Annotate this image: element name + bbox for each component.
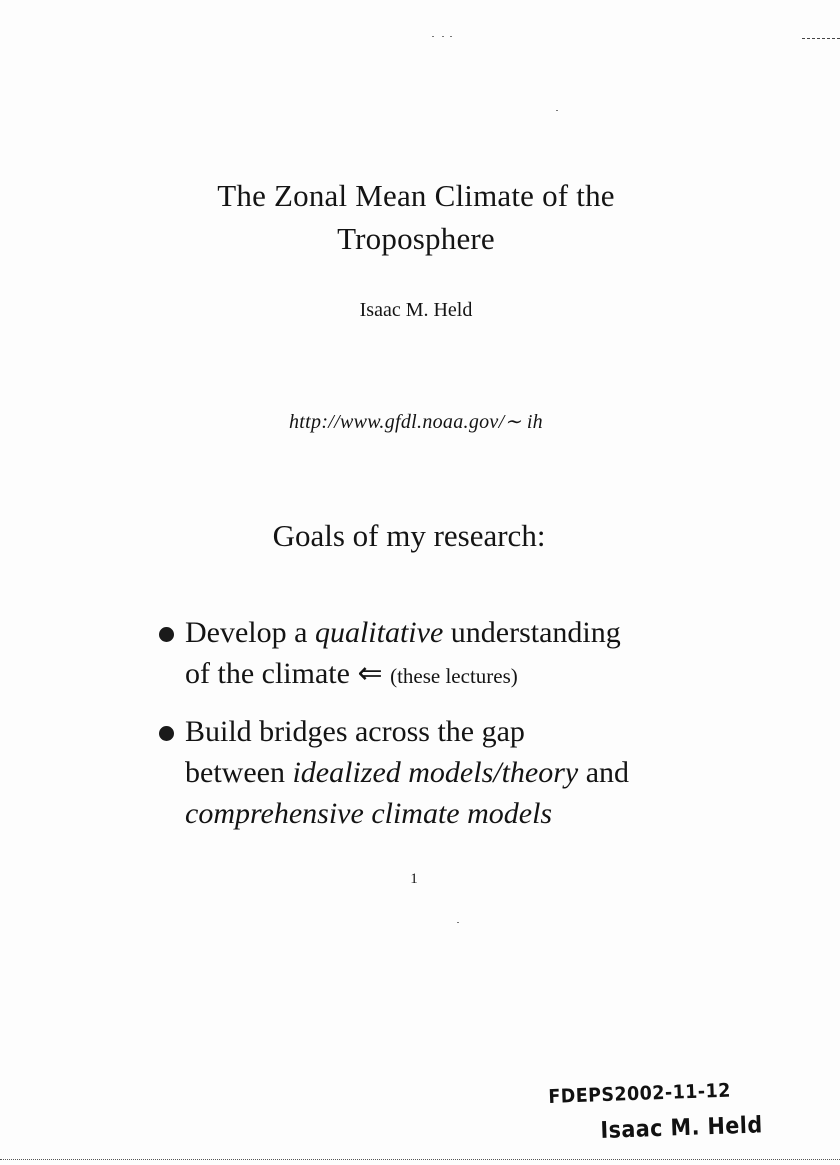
goal-2-line-2-suffix: and — [578, 756, 630, 789]
slide-title-line-2: Troposphere — [337, 221, 495, 256]
goal-1-prefix: Develop a — [185, 616, 315, 649]
scan-speck — [457, 922, 459, 923]
handwritten-signature: Isaac M. Held — [600, 1112, 764, 1144]
left-double-arrow-icon: ⇐ — [357, 657, 383, 690]
bullet-icon — [159, 726, 174, 741]
goals-heading: Goals of my research: — [272, 518, 546, 553]
goal-2-line-2-emphasis: idealized models/theory — [292, 756, 579, 789]
scan-speck — [450, 36, 452, 37]
scan-speck — [556, 110, 558, 111]
goals-list — [158, 612, 758, 848]
goal-item-bridges — [158, 711, 758, 834]
goal-1-note: (these lectures) — [390, 664, 518, 688]
author-url: http://www.gfdl.noaa.gov/∼ ih — [289, 411, 543, 433]
goal-2-line-3-emphasis: comprehensive climate models — [185, 797, 553, 830]
scan-edge-bottom — [0, 1159, 840, 1160]
scan-speck — [442, 36, 444, 37]
goal-2-line-1: Build bridges across the gap — [185, 715, 525, 748]
goal-2-line-2-prefix: between — [185, 756, 293, 789]
goal-1-emphasis: qualitative — [314, 616, 444, 649]
page-number: 1 — [410, 871, 418, 887]
bullet-icon — [159, 627, 174, 642]
slide-title-line-1: The Zonal Mean Climate of the — [217, 178, 615, 213]
scan-speck — [432, 36, 434, 37]
slide-title — [0, 174, 832, 260]
author-name: Isaac M. Held — [359, 299, 473, 321]
goal-1-line-2: of the climate — [185, 657, 358, 690]
goal-item-qualitative — [158, 612, 758, 697]
goal-1-suffix: understanding — [443, 616, 621, 649]
scan-edge-top — [802, 38, 840, 39]
handwritten-code: FDEPS2002-11-12 — [548, 1079, 732, 1108]
